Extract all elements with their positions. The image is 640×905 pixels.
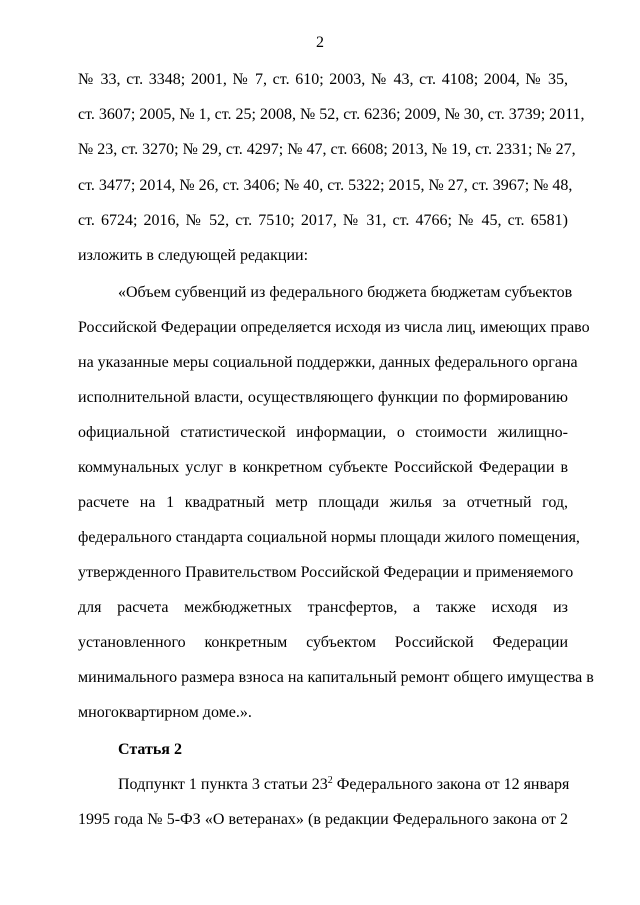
text-line: для расчета межбюджетных трансфертов, а также исходя из [78,599,568,616]
text-line: коммунальных услуг в конкретном субъекте Российской Федерации в [78,459,568,476]
text-line: исполнительной власти, осуществляющего функции по формированию [78,389,568,406]
text-line: многоквартирном доме.». [78,704,252,721]
page-number: 2 [316,34,324,51]
text-line: № 23, ст. 3270; № 29, ст. 4297; № 47, ст. 6608; 2013, № 19, ст. 2331; № 27, [78,141,576,158]
text-line: установленного конкретным субъектом Российской Федерации [78,634,568,651]
text-fragment: Федерального закона от 12 января [332,776,570,793]
text-line: 1995 года № 5-ФЗ «О ветеранах» (в редакции Федерального закона от 2 [78,811,568,828]
text-line: минимального размера взноса на капитальный ремонт общего имущества в [78,669,594,686]
text-line: расчете на 1 квадратный метр площади жилья за отчетный год, [78,494,568,511]
text-line: № 33, ст. 3348; 2001, № 7, ст. 610; 2003, № 43, ст. 4108; 2004, № 35, [78,71,568,88]
text-line: ст. 6724; 2016, № 52, ст. 7510; 2017, № 31, ст. 4766; № 45, ст. 6581) [78,212,568,229]
text-line [78,775,568,795]
text-line: ст. 3477; 2014, № 26, ст. 3406; № 40, ст. 5322; 2015, № 27, ст. 3967; № 48, [78,177,573,194]
text-line: на указанные меры социальной поддержки, данных федерального органа [78,354,578,371]
text-line: ст. 3607; 2005, № 1, ст. 25; 2008, № 52, ст. 6236; 2009, № 30, ст. 3739; 2011, [78,106,585,123]
text-line: изложить в следующей редакции: [78,247,309,264]
article-heading: Статья 2 [118,741,182,758]
text-fragment: Подпункт 1 пункта 3 статьи 23 [118,776,328,793]
text-line: «Объем субвенций из федерального бюджета бюджетам субъектов [118,284,573,301]
text-line: федерального стандарта социальной нормы площади жилого помещения, [78,529,580,546]
text-line: Российской Федерации определяется исходя из числа лиц, имеющих право [78,319,590,336]
superscript: 2 [327,775,333,786]
text-line: утвержденного Правительством Российской Федерации и применяемого [78,564,574,581]
text-line: официальной статистической информации, о стоимости жилищно- [78,424,568,441]
